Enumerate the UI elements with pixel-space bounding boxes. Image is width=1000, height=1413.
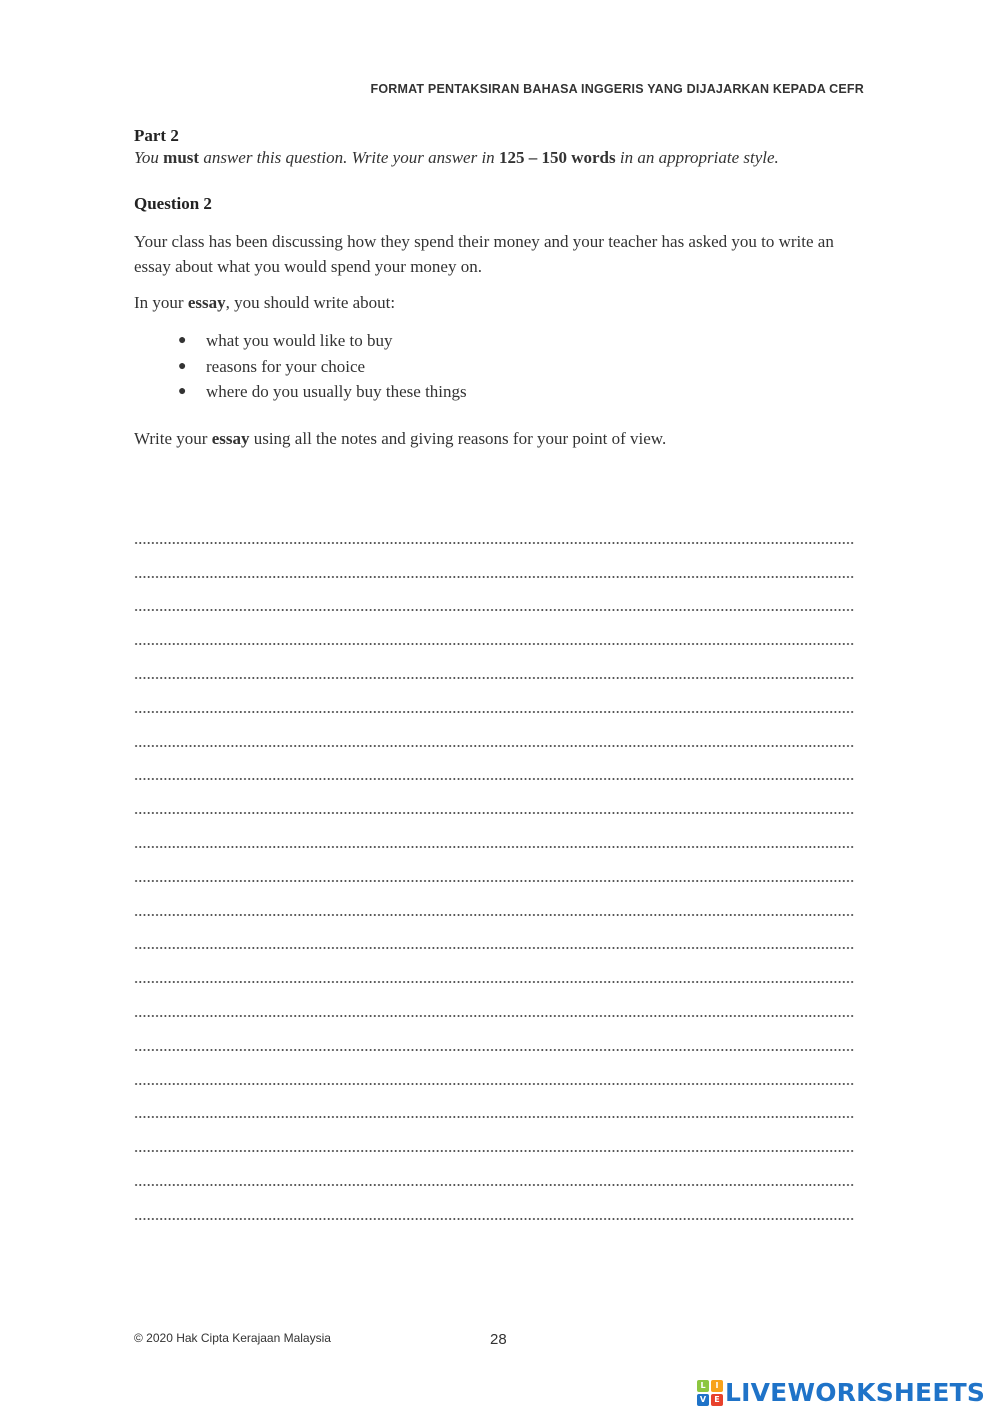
list-item: ● what you would like to buy <box>176 328 467 354</box>
bullet-icon: ● <box>178 384 187 399</box>
answer-line[interactable] <box>134 786 854 820</box>
answer-area[interactable] <box>134 516 854 1226</box>
answer-line[interactable] <box>134 1023 854 1057</box>
part-title: Part 2 <box>134 126 179 145</box>
bullet-icon: ● <box>178 358 187 374</box>
question-intro: Your class has been discussing how they spend their money and your teacher has asked you to write an essay about what you would spend your money on. <box>134 232 834 276</box>
liveworksheets-brand <box>697 1378 985 1407</box>
essay-prompt: In your essay, you should write about: <box>134 293 396 312</box>
answer-line[interactable] <box>134 888 854 922</box>
answer-line[interactable] <box>134 753 854 787</box>
answer-line[interactable] <box>134 719 854 753</box>
answer-line[interactable] <box>134 651 854 685</box>
answer-line[interactable] <box>134 550 854 584</box>
logo-tile: I <box>711 1380 723 1392</box>
answer-line[interactable] <box>134 1158 854 1192</box>
document-header: FORMAT PENTAKSIRAN BAHASA INGGERIS YANG DIJAJARKAN KEPADA CEFR <box>370 82 864 96</box>
answer-line[interactable] <box>134 1192 854 1226</box>
part-instruction: You must answer this question. Write your answer in 125 – 150 words in an appropriate style. <box>134 148 779 167</box>
list-item: ● where do you usually buy these things <box>176 379 467 405</box>
notes-list <box>176 328 467 405</box>
answer-line[interactable] <box>134 820 854 854</box>
page-number: 28 <box>490 1331 507 1348</box>
answer-line[interactable] <box>134 854 854 888</box>
answer-line[interactable] <box>134 955 854 989</box>
logo-tile: V <box>697 1394 709 1406</box>
answer-line[interactable] <box>134 516 854 550</box>
answer-line[interactable] <box>134 1057 854 1091</box>
answer-line[interactable] <box>134 989 854 1023</box>
answer-line[interactable] <box>134 584 854 618</box>
copyright-notice: © 2020 Hak Cipta Kerajaan Malaysia <box>134 1331 331 1345</box>
question-title: Question 2 <box>134 194 212 213</box>
logo-tile: L <box>697 1380 709 1392</box>
answer-line[interactable] <box>134 1124 854 1158</box>
list-item: ● reasons for your choice <box>176 354 467 380</box>
answer-line[interactable] <box>134 1091 854 1125</box>
answer-line[interactable] <box>134 922 854 956</box>
logo-tile: E <box>711 1394 723 1406</box>
essay-closing-instruction: Write your essay using all the notes and giving reasons for your point of view. <box>134 429 667 448</box>
answer-line[interactable] <box>134 617 854 651</box>
answer-line[interactable] <box>134 685 854 719</box>
bullet-icon: ● <box>178 333 187 348</box>
liveworksheets-logo-icon <box>697 1380 723 1406</box>
brand-name: LIVEWORKSHEETS <box>725 1378 986 1407</box>
